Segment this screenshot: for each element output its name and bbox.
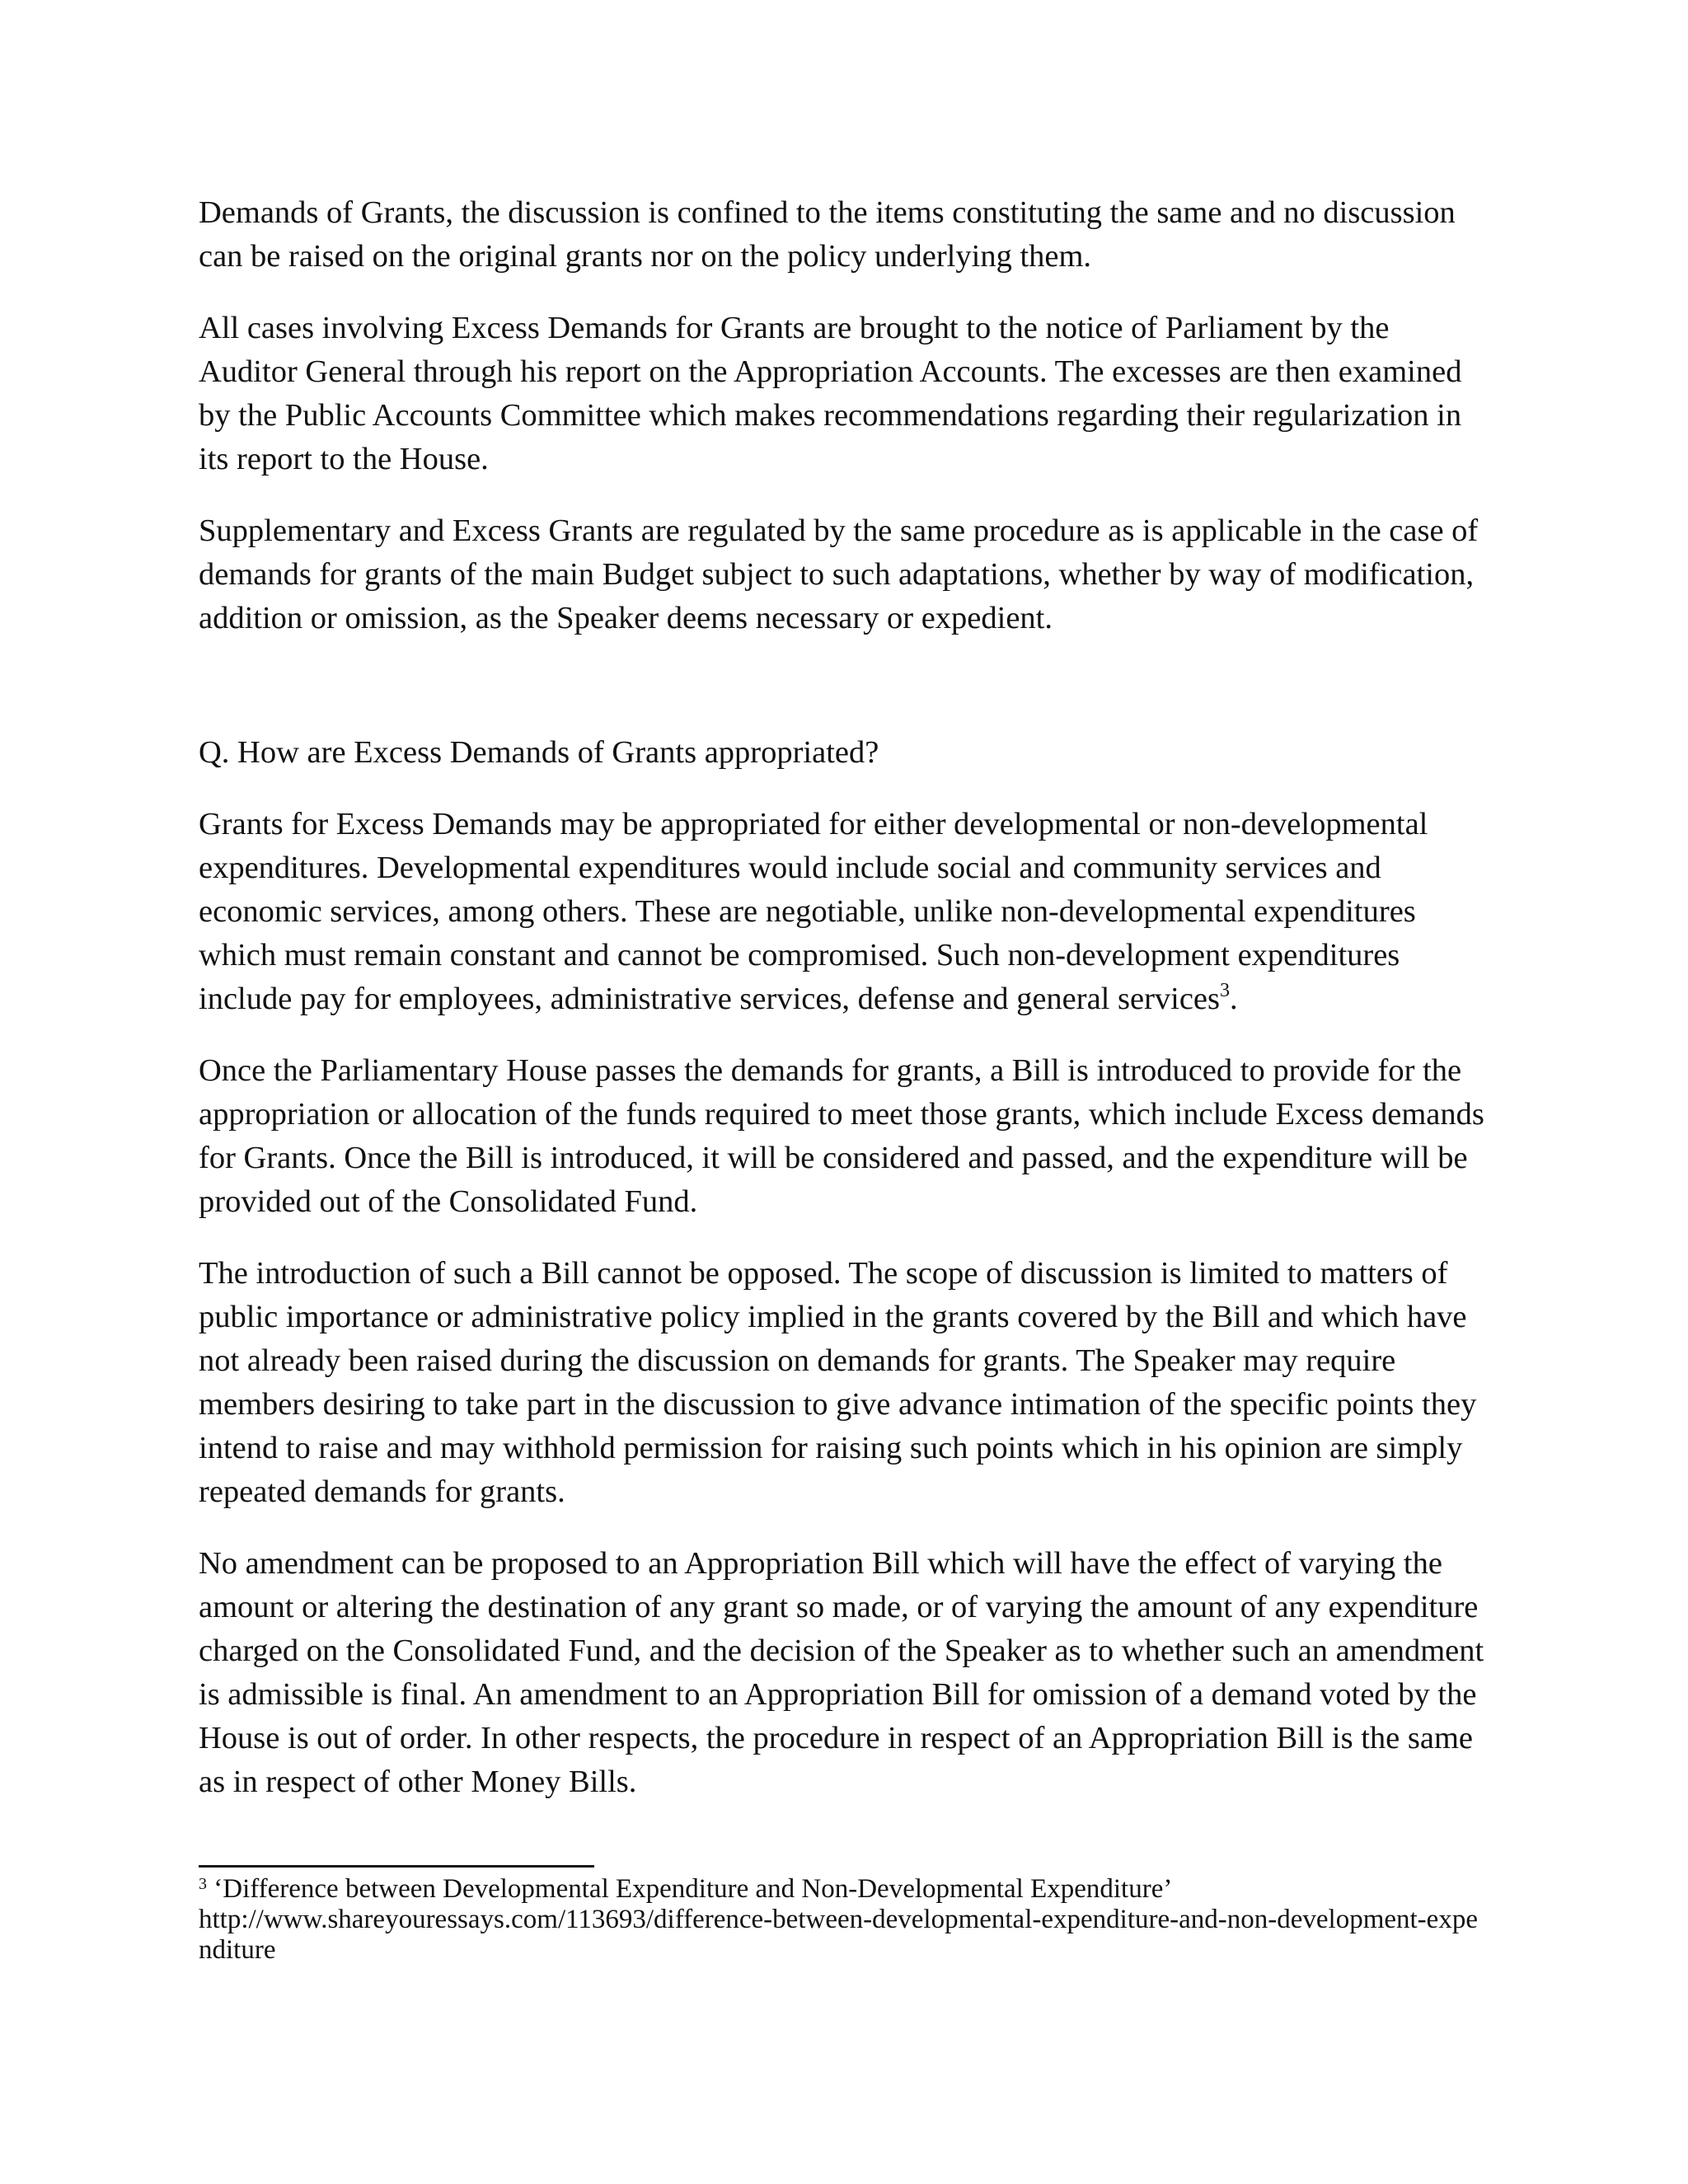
footnote-title-line <box>199 1874 1484 1905</box>
paragraph-supplementary-procedure: Supplementary and Excess Grants are regulated by the same procedure as is applicable in the case of demands for grants of the main Budget subject to such adaptations, whether by way of modification, addition or omission, as the Speaker deems necessary or expedient. <box>199 513 1479 635</box>
footnote-title: ‘Difference between Developmental Expenditure and Non-Developmental Expenditure’ <box>213 1874 1173 1904</box>
footnote-reference[interactable]: 3 <box>1220 980 1230 1001</box>
footnote-divider <box>199 1865 594 1868</box>
paragraph-excess-demands-audit: All cases involving Excess Demands for Grants are brought to the notice of Parliament by the Auditor General through his report on the Appropriation Accounts. The excesses are then examined by the Public Accounts Committee which makes recommendations regarding their regularization in its report to the House. <box>199 311 1462 476</box>
question-heading: Q. How are Excess Demands of Grants appropriated? <box>199 735 879 770</box>
paragraph-developmental-expenditures <box>199 803 1484 1021</box>
paragraph-developmental-text: Grants for Excess Demands may be appropriated for either developmental or non-developmental expenditures. Developmental expenditures would include social and community services and economic services, among others. These are negotiable, unlike non-developmental expenditures which must remain constant and cannot be compromised. Such non-development expenditures include pay for employees, administrative services, defense and general services <box>199 807 1428 1016</box>
footnote-marker: 3 <box>199 1875 207 1893</box>
paragraph-continued-grants: Demands of Grants, the discussion is confined to the items constituting the same and no discussion can be raised on the original grants nor on the policy underlying them. <box>199 195 1456 274</box>
body-text <box>199 191 1484 1832</box>
paragraph-amendment-rules: No amendment can be proposed to an Appropriation Bill which will have the effect of varying the amount or altering the destination of any grant so made, or of varying the amount of any expenditure charged on the Consolidated Fund, and the decision of the Speaker as to whether such an amendment is admissible is final. An amendment to an Appropriation Bill for omission of a demand voted by the House is out of order. In other respects, the procedure in respect of an Appropriation Bill is the same as in respect of other Money Bills. <box>199 1546 1484 1799</box>
footnote-url-link[interactable]: http://www.shareyouressays.com/113693/difference-between-developmental-expenditure-and-non-development-expenditure <box>199 1905 1478 1965</box>
paragraph-bill-discussion: The introduction of such a Bill cannot be opposed. The scope of discussion is limited to matters of public importance or administrative policy implied in the grants covered by the Bill and which have not already been raised during the discussion on demands for grants. The Speaker may require members desiring to take part in the discussion to give advance intimation of the specific points they intend to raise and may withhold permission for raising such points which in his opinion are simply repeated demands for grants. <box>199 1256 1477 1509</box>
paragraph-bill-introduced: Once the Parliamentary House passes the demands for grants, a Bill is introduced to provide for the appropriation or allocation of the funds required to meet those grants, which include Excess demands for Grants. Once the Bill is introduced, it will be considered and passed, and the expenditure will be provided out of the Consolidated Fund. <box>199 1053 1484 1219</box>
footnote <box>199 1874 1484 1966</box>
paragraph-developmental-end: . <box>1230 982 1238 1016</box>
